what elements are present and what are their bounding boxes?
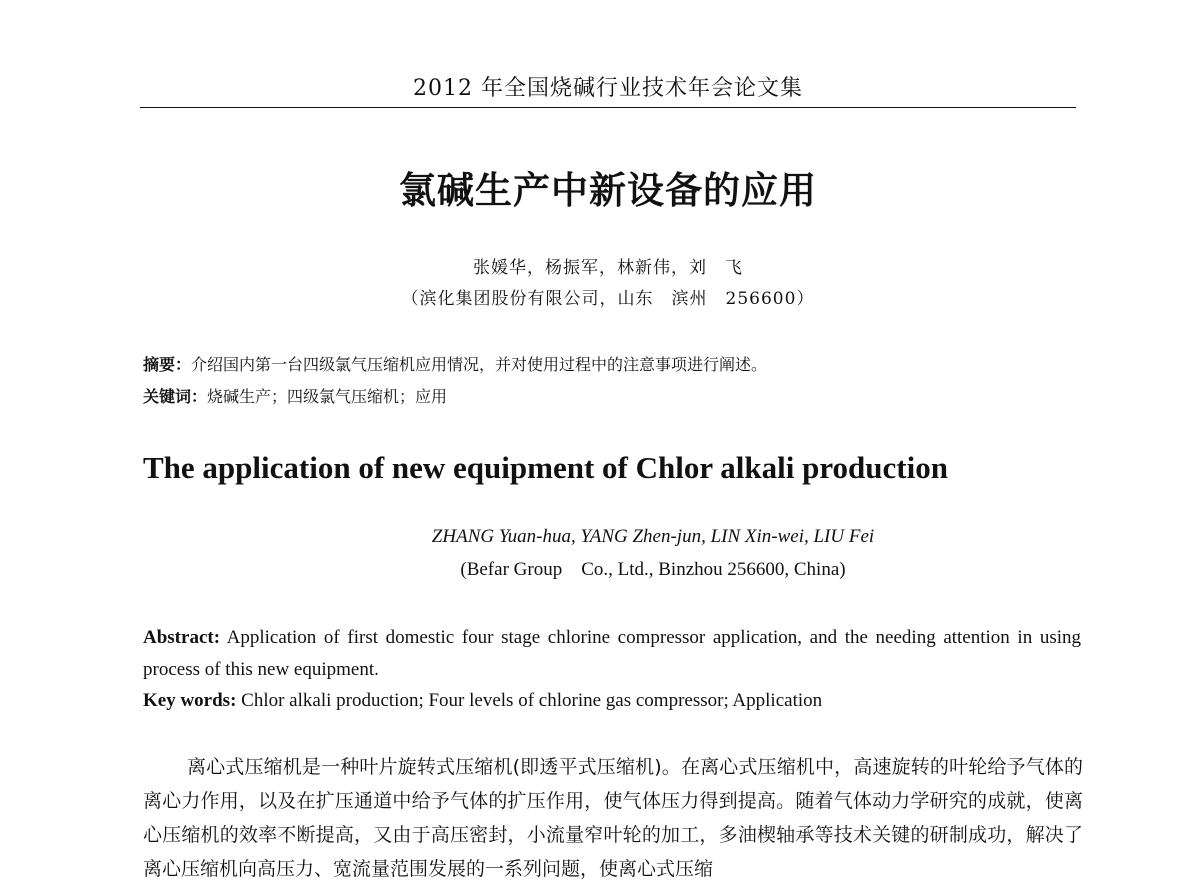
keywords-en-text: Chlor alkali production; Four levels of chlorine gas compressor; Application [241,690,823,711]
abstract-cn-text: 介绍国内第一台四级氯气压缩机应用情况，并对使用过程中的注意事项进行阐述。 [191,355,768,374]
keywords-cn [143,384,1083,410]
header-divider [140,107,1076,108]
body-paragraph: 离心式压缩机是一种叶片旋转式压缩机(即透平式压缩机)。在离心式压缩机中，高速旋转的叶轮给予气体的离心力作用，以及在扩压通道中给予气体的扩压作用，使气体压力得到提高。随着气体动力学研究的成就，使离心压缩机的效率不断提高，又由于高压密封，小流量窄叶轮的加工，多油楔轴承等技术关键的研制成功，解决了离心压缩机向高压力、宽流量范围发展的一系列问题，使离心式压缩 [143,756,1083,880]
keywords-cn-text: 烧碱生产；四级氯气压缩机；应用 [207,387,448,406]
affiliation-cn: （滨化集团股份有限公司，山东 滨州 256600） [401,289,815,309]
paper-title-cn: 氯碱生产中新设备的应用 [399,169,817,212]
keywords-cn-label: 关键词： [143,387,208,406]
abstract-en-label: Abstract: [143,627,221,648]
abstract-cn [143,352,1083,378]
keywords-en-label: Key words: [143,690,237,711]
abstract-en-text: Application of first domestic four stage chlorine compressor application, and the needing attention in using process of this new equipment. [143,627,1081,680]
authors-cn: 张媛华，杨振军，林新伟，刘 飞 [473,258,743,278]
running-header: 2012 年全国烧碱行业技术年会论文集 [413,76,803,101]
keywords-en [143,686,1081,716]
abstract-en [143,622,1081,686]
affiliation-en: (Befar Group Co., Ltd., Binzhou 256600, China) [460,559,846,580]
paper-title-en: The application of new equipment of Chlor alkali production [143,450,948,485]
authors-en: ZHANG Yuan-hua, YANG Zhen-jun, LIN Xin-wei, LIU Fei [431,526,875,547]
abstract-cn-label: 摘要： [143,355,192,374]
